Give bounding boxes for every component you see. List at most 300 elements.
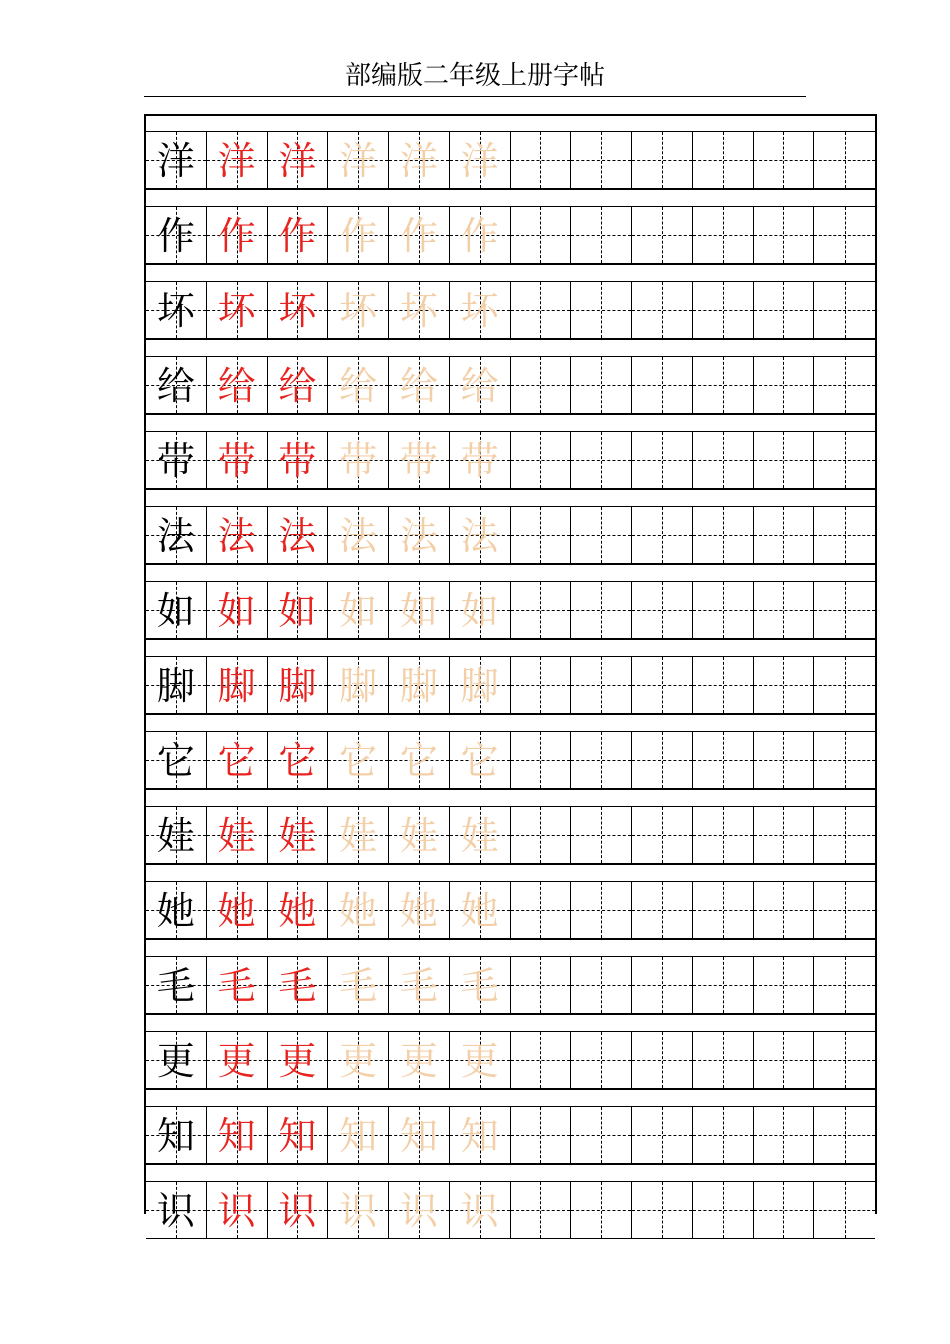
grid-cell[interactable] [511, 1181, 572, 1239]
grid-cell [268, 956, 329, 1014]
faint-trace-character: 坏 [460, 289, 499, 333]
red-trace-character: 识 [278, 1189, 317, 1233]
grid-cell[interactable] [814, 131, 875, 189]
grid-cell[interactable] [754, 131, 815, 189]
grid-cell [207, 1181, 268, 1239]
grid-cell[interactable] [814, 731, 875, 789]
red-trace-character: 作 [217, 214, 256, 258]
row-gap [146, 639, 875, 656]
red-trace-character: 它 [278, 739, 317, 783]
grid-cell [389, 206, 450, 264]
title-underline [144, 96, 806, 97]
grid-cell [389, 506, 450, 564]
red-trace-character: 知 [278, 1114, 317, 1158]
grid-cell [328, 656, 389, 714]
grid-cell[interactable] [814, 1181, 875, 1239]
grid-cell [207, 281, 268, 339]
grid-cell [268, 1181, 329, 1239]
faint-trace-character: 她 [460, 889, 499, 933]
grid-cell [207, 956, 268, 1014]
grid-cell[interactable] [511, 731, 572, 789]
grid-cell[interactable] [693, 1181, 754, 1239]
row-gap [146, 564, 875, 581]
grid-cell[interactable] [632, 1181, 693, 1239]
grid-cell[interactable] [511, 806, 572, 864]
faint-trace-character: 更 [339, 1039, 378, 1083]
row-gap [146, 714, 875, 731]
grid-cell[interactable] [632, 1106, 693, 1164]
grid-cell [146, 131, 207, 189]
row-gap [146, 414, 875, 431]
grid-cell [389, 581, 450, 639]
grid-cell[interactable] [511, 581, 572, 639]
red-trace-character: 作 [278, 214, 317, 258]
grid-cell[interactable] [571, 1181, 632, 1239]
practice-row [146, 1031, 875, 1089]
faint-trace-character: 如 [399, 589, 438, 633]
faint-trace-character: 带 [339, 439, 378, 483]
grid-cell [328, 1181, 389, 1239]
grid-cell [389, 1106, 450, 1164]
grid-cell[interactable] [571, 206, 632, 264]
grid-cell [389, 356, 450, 414]
faint-trace-character: 坏 [339, 289, 378, 333]
grid-cell [450, 131, 511, 189]
row-gap [146, 339, 875, 356]
red-trace-character: 如 [278, 589, 317, 633]
grid-cell[interactable] [814, 1106, 875, 1164]
grid-cell[interactable] [511, 356, 572, 414]
grid-cell[interactable] [511, 956, 572, 1014]
grid-cell [268, 506, 329, 564]
red-trace-character: 如 [217, 589, 256, 633]
red-trace-character: 她 [278, 889, 317, 933]
grid-cell [450, 581, 511, 639]
grid-cell [328, 281, 389, 339]
grid-cell[interactable] [632, 356, 693, 414]
grid-cell [146, 1181, 207, 1239]
red-trace-character: 坏 [278, 289, 317, 333]
row-gap [146, 1089, 875, 1106]
grid-cell [146, 806, 207, 864]
grid-cell [146, 731, 207, 789]
model-character: 带 [156, 439, 195, 483]
grid-cell[interactable] [632, 431, 693, 489]
grid-cell[interactable] [571, 881, 632, 939]
row-gap [146, 189, 875, 206]
grid-cell [146, 581, 207, 639]
grid-cell [389, 431, 450, 489]
grid-cell [450, 956, 511, 1014]
row-gap [146, 116, 875, 131]
row-gap [146, 864, 875, 881]
row-gap [146, 489, 875, 506]
grid-cell[interactable] [814, 656, 875, 714]
model-character: 洋 [156, 139, 195, 183]
grid-cell [146, 431, 207, 489]
row-gap [146, 939, 875, 956]
grid-cell[interactable] [693, 731, 754, 789]
grid-cell [146, 956, 207, 1014]
grid-cell[interactable] [814, 506, 875, 564]
practice-row [146, 431, 875, 489]
grid-cell [268, 356, 329, 414]
faint-trace-character: 它 [339, 739, 378, 783]
red-trace-character: 给 [278, 364, 317, 408]
grid-cell[interactable] [632, 956, 693, 1014]
red-trace-character: 知 [217, 1114, 256, 1158]
red-trace-character: 给 [217, 364, 256, 408]
grid-cell[interactable] [571, 281, 632, 339]
grid-cell [268, 431, 329, 489]
grid-cell [328, 731, 389, 789]
grid-cell [328, 206, 389, 264]
grid-cell [146, 1031, 207, 1089]
faint-trace-character: 洋 [460, 139, 499, 183]
red-trace-character: 毛 [278, 964, 317, 1008]
grid-cell [207, 731, 268, 789]
red-trace-character: 识 [217, 1189, 256, 1233]
grid-cell [328, 806, 389, 864]
grid-cell[interactable] [571, 731, 632, 789]
grid-cell [450, 806, 511, 864]
grid-cell[interactable] [754, 1181, 815, 1239]
grid-cell [207, 506, 268, 564]
grid-cell [389, 281, 450, 339]
grid-cell[interactable] [754, 881, 815, 939]
grid-cell[interactable] [754, 431, 815, 489]
grid-cell [146, 206, 207, 264]
practice-row [146, 506, 875, 564]
faint-trace-character: 娃 [339, 814, 378, 858]
faint-trace-character: 更 [399, 1039, 438, 1083]
grid-cell[interactable] [511, 1106, 572, 1164]
faint-trace-character: 它 [399, 739, 438, 783]
grid-cell [328, 506, 389, 564]
red-trace-character: 更 [278, 1039, 317, 1083]
grid-cell [146, 1106, 207, 1164]
red-trace-character: 脚 [217, 664, 256, 708]
model-character: 法 [156, 514, 195, 558]
grid-cell[interactable] [693, 656, 754, 714]
grid-cell [389, 1181, 450, 1239]
grid-cell [207, 581, 268, 639]
grid-cell[interactable] [511, 281, 572, 339]
model-character: 娃 [156, 814, 195, 858]
grid-cell [146, 356, 207, 414]
grid-cell [450, 431, 511, 489]
row-gap [146, 1164, 875, 1181]
grid-cell[interactable] [754, 506, 815, 564]
model-character: 坏 [156, 289, 195, 333]
grid-cell[interactable] [632, 206, 693, 264]
grid-cell [207, 131, 268, 189]
grid-cell [268, 1031, 329, 1089]
grid-cell[interactable] [693, 431, 754, 489]
grid-cell [268, 806, 329, 864]
grid-cell [450, 281, 511, 339]
practice-row [146, 731, 875, 789]
red-trace-character: 娃 [217, 814, 256, 858]
practice-row [146, 881, 875, 939]
grid-cell [450, 506, 511, 564]
practice-row [146, 356, 875, 414]
grid-cell [207, 1031, 268, 1089]
grid-cell[interactable] [814, 356, 875, 414]
model-character: 如 [156, 589, 195, 633]
grid-cell [450, 1181, 511, 1239]
faint-trace-character: 洋 [399, 139, 438, 183]
grid-cell [207, 431, 268, 489]
grid-cell[interactable] [693, 1106, 754, 1164]
grid-cell[interactable] [511, 131, 572, 189]
practice-row [146, 581, 875, 639]
grid-cell[interactable] [511, 1031, 572, 1089]
red-trace-character: 脚 [278, 664, 317, 708]
grid-cell[interactable] [571, 956, 632, 1014]
faint-trace-character: 法 [460, 514, 499, 558]
faint-trace-character: 识 [399, 1189, 438, 1233]
grid-cell[interactable] [814, 206, 875, 264]
grid-cell[interactable] [693, 806, 754, 864]
red-trace-character: 带 [278, 439, 317, 483]
grid-cell[interactable] [571, 806, 632, 864]
practice-row [146, 806, 875, 864]
red-trace-character: 毛 [217, 964, 256, 1008]
grid-cell [328, 131, 389, 189]
grid-cell [328, 956, 389, 1014]
practice-row [146, 131, 875, 189]
grid-cell [328, 356, 389, 414]
red-trace-character: 法 [278, 514, 317, 558]
red-trace-character: 带 [217, 439, 256, 483]
grid-cell [450, 1106, 511, 1164]
model-character: 作 [156, 214, 195, 258]
practice-row [146, 206, 875, 264]
practice-row [146, 956, 875, 1014]
grid-cell[interactable] [571, 1031, 632, 1089]
practice-row [146, 656, 875, 714]
faint-trace-character: 识 [460, 1189, 499, 1233]
grid-cell [389, 656, 450, 714]
faint-trace-character: 知 [339, 1114, 378, 1158]
grid-cell[interactable] [693, 131, 754, 189]
grid-cell [207, 806, 268, 864]
model-character: 毛 [156, 964, 195, 1008]
model-character: 识 [156, 1189, 195, 1233]
faint-trace-character: 法 [399, 514, 438, 558]
faint-trace-character: 给 [460, 364, 499, 408]
row-gap [146, 264, 875, 281]
red-trace-character: 它 [217, 739, 256, 783]
row-gap [146, 789, 875, 806]
grid-cell[interactable] [511, 506, 572, 564]
faint-trace-character: 带 [399, 439, 438, 483]
grid-cell [268, 581, 329, 639]
faint-trace-character: 知 [399, 1114, 438, 1158]
faint-trace-character: 她 [399, 889, 438, 933]
grid-cell[interactable] [511, 881, 572, 939]
grid-cell[interactable] [632, 731, 693, 789]
faint-trace-character: 娃 [399, 814, 438, 858]
faint-trace-character: 知 [460, 1114, 499, 1158]
grid-cell [450, 1031, 511, 1089]
grid-cell [450, 881, 511, 939]
grid-cell[interactable] [571, 581, 632, 639]
grid-cell[interactable] [754, 956, 815, 1014]
grid-cell[interactable] [511, 656, 572, 714]
grid-cell[interactable] [693, 506, 754, 564]
grid-cell[interactable] [632, 281, 693, 339]
practice-row [146, 1106, 875, 1164]
grid-cell [328, 1031, 389, 1089]
grid-cell[interactable] [814, 431, 875, 489]
model-character: 给 [156, 364, 195, 408]
grid-cell [207, 1106, 268, 1164]
model-character: 脚 [156, 664, 195, 708]
faint-trace-character: 毛 [460, 964, 499, 1008]
practice-row [146, 281, 875, 339]
grid-cell [389, 731, 450, 789]
grid-cell[interactable] [814, 1031, 875, 1089]
red-trace-character: 坏 [217, 289, 256, 333]
faint-trace-character: 脚 [399, 664, 438, 708]
model-character: 更 [156, 1039, 195, 1083]
grid-cell[interactable] [814, 881, 875, 939]
model-character: 它 [156, 739, 195, 783]
grid-cell [450, 206, 511, 264]
grid-cell [207, 356, 268, 414]
grid-cell[interactable] [571, 356, 632, 414]
faint-trace-character: 作 [460, 214, 499, 258]
model-character: 她 [156, 889, 195, 933]
grid-cell [450, 731, 511, 789]
grid-cell[interactable] [814, 281, 875, 339]
faint-trace-character: 毛 [399, 964, 438, 1008]
grid-cell[interactable] [754, 581, 815, 639]
faint-trace-character: 她 [339, 889, 378, 933]
grid-cell [389, 881, 450, 939]
grid-cell[interactable] [571, 656, 632, 714]
grid-cell[interactable] [754, 1031, 815, 1089]
row-gap [146, 1014, 875, 1031]
grid-cell [268, 206, 329, 264]
grid-cell[interactable] [571, 506, 632, 564]
grid-cell [146, 506, 207, 564]
faint-trace-character: 洋 [339, 139, 378, 183]
grid-cell [389, 131, 450, 189]
grid-cell [268, 731, 329, 789]
faint-trace-character: 脚 [339, 664, 378, 708]
grid-cell[interactable] [754, 656, 815, 714]
grid-cell[interactable] [632, 881, 693, 939]
red-trace-character: 更 [217, 1039, 256, 1083]
grid-cell[interactable] [693, 881, 754, 939]
grid-cell[interactable] [571, 1106, 632, 1164]
grid-cell [450, 356, 511, 414]
faint-trace-character: 如 [339, 589, 378, 633]
grid-cell[interactable] [632, 581, 693, 639]
grid-cell [268, 281, 329, 339]
model-character: 知 [156, 1114, 195, 1158]
grid-cell[interactable] [693, 581, 754, 639]
page-title: 部编版二年级上册字帖 [344, 61, 605, 91]
grid-cell[interactable] [814, 581, 875, 639]
grid-cell [146, 281, 207, 339]
grid-cell[interactable] [754, 356, 815, 414]
red-trace-character: 洋 [278, 139, 317, 183]
grid-cell [207, 206, 268, 264]
grid-cell [207, 881, 268, 939]
faint-trace-character: 坏 [399, 289, 438, 333]
grid-cell[interactable] [754, 806, 815, 864]
grid-cell[interactable] [632, 806, 693, 864]
faint-trace-character: 它 [460, 739, 499, 783]
faint-trace-character: 更 [460, 1039, 499, 1083]
grid-cell [450, 656, 511, 714]
grid-cell[interactable] [632, 506, 693, 564]
grid-cell[interactable] [754, 281, 815, 339]
practice-sheet [144, 114, 877, 1233]
grid-cell[interactable] [571, 431, 632, 489]
grid-cell[interactable] [511, 431, 572, 489]
faint-trace-character: 如 [460, 589, 499, 633]
grid-cell [389, 1031, 450, 1089]
faint-trace-character: 带 [460, 439, 499, 483]
grid-cell [328, 1106, 389, 1164]
grid-cell[interactable] [693, 1031, 754, 1089]
grid-cell[interactable] [693, 281, 754, 339]
grid-cell[interactable] [632, 1031, 693, 1089]
grid-cell [328, 581, 389, 639]
faint-trace-character: 识 [339, 1189, 378, 1233]
grid-cell[interactable] [571, 131, 632, 189]
grid-cell [207, 656, 268, 714]
grid-cell [268, 1106, 329, 1164]
red-trace-character: 她 [217, 889, 256, 933]
grid-cell[interactable] [693, 956, 754, 1014]
red-trace-character: 洋 [217, 139, 256, 183]
grid-cell [268, 656, 329, 714]
faint-trace-character: 作 [399, 214, 438, 258]
red-trace-character: 娃 [278, 814, 317, 858]
faint-trace-character: 给 [399, 364, 438, 408]
grid-cell[interactable] [632, 131, 693, 189]
grid-cell [146, 881, 207, 939]
grid-cell[interactable] [754, 1106, 815, 1164]
grid-cell[interactable] [814, 956, 875, 1014]
grid-cell [389, 806, 450, 864]
faint-trace-character: 法 [339, 514, 378, 558]
grid-cell [328, 881, 389, 939]
red-trace-character: 法 [217, 514, 256, 558]
grid-cell[interactable] [754, 206, 815, 264]
grid-cell [328, 431, 389, 489]
faint-trace-character: 给 [339, 364, 378, 408]
faint-trace-character: 脚 [460, 664, 499, 708]
grid-cell [268, 131, 329, 189]
grid-cell[interactable] [511, 206, 572, 264]
grid-cell[interactable] [693, 206, 754, 264]
grid-cell[interactable] [693, 356, 754, 414]
grid-cell[interactable] [632, 656, 693, 714]
grid-cell[interactable] [754, 731, 815, 789]
faint-trace-character: 作 [339, 214, 378, 258]
grid-cell[interactable] [814, 806, 875, 864]
practice-row [146, 1181, 875, 1239]
grid-cell [268, 881, 329, 939]
grid-cell [389, 956, 450, 1014]
